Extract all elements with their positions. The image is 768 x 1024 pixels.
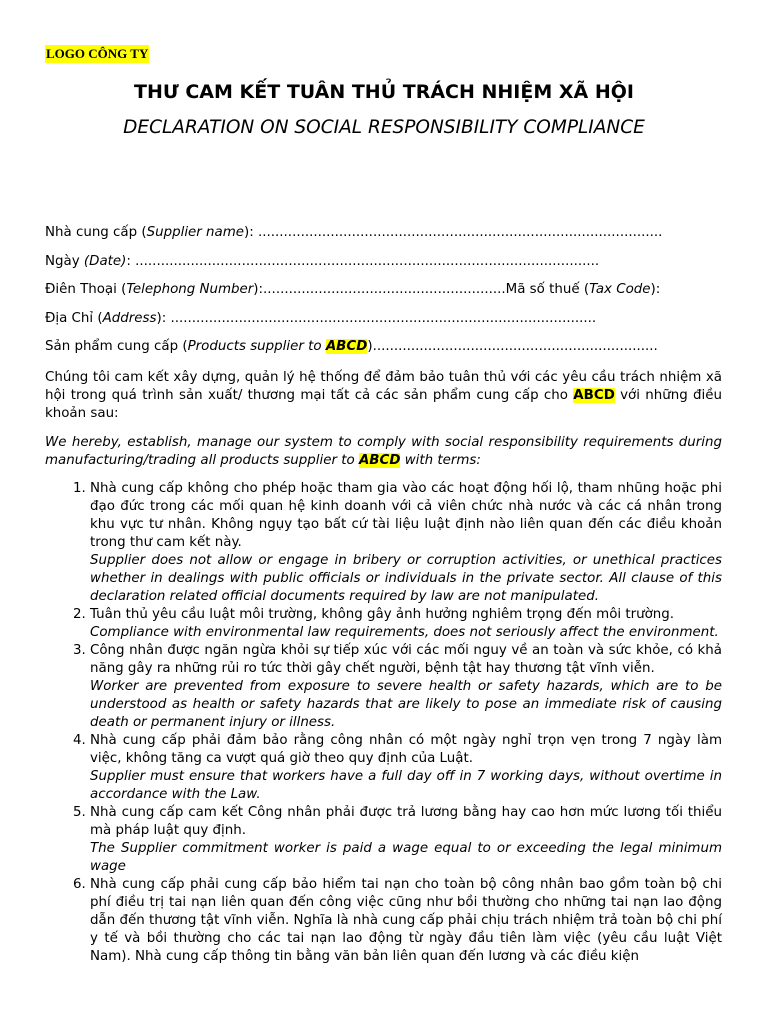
title-english: DECLARATION ON SOCIAL RESPONSIBILITY COMPLIANCE (123, 117, 645, 138)
term-item: 6. Nhà cung cấp phải cung cấp bảo hiểm tai nạn cho toàn bộ công nhân bao gồm toàn bộ chi phí điều trị tai nạn liên quan đến công việc cũng như bồi thường cho những tai nạn lao động dẫn đến thương tật vĩnh viễn. Nghĩa là nhà cung cấp phải chịu trách nhiệm trả toàn bộ chi phí y tế và bồi thường cho các tai nạn lao động từ ngày đầu tiên làm việc (yêu cầu luật Việt Nam). Nhà cung cấp thông tin bằng văn bản liên quan đến lương và các điều kiện (90, 876, 722, 966)
terms-list (45, 480, 722, 966)
brand-highlight: ABCD (573, 387, 615, 403)
tax-code-label: Mã số thuế ( (505, 282, 590, 297)
supplier-name-field[interactable]: Nhà cung cấp (Supplier name): ............................................................................................... (45, 225, 663, 240)
products-field[interactable]: Sản phẩm cung cấp (Products supplier to ABCD)................................................................... (45, 339, 658, 354)
phone-tax-field[interactable]: Điên Thoại (Telephong Number):.........................................................Mã số thuế (Tax Code): (45, 282, 661, 297)
intro-vietnamese: Chúng tôi cam kết xây dựng, quản lý hệ thống để đảm bảo tuân thủ với các yêu cầu trách nhiệm xã hội trong quá trình sản xuất/ thương mại tất cả các sản phẩm cung cấp cho ABCD với những điều khoản sau: (45, 369, 723, 421)
company-logo-placeholder: LOGO CÔNG TY (46, 46, 149, 61)
term-item: 4. Nhà cung cấp phải đảm bảo rằng công nhân có một ngày nghỉ trọn vẹn trong 7 ngày làm việc, không tăng ca vượt quá giờ theo quy định của Luật. Supplier must ensure that workers have a full day off in 7 working days, without overtime in accordance with the Law. (90, 732, 722, 804)
brand-highlight: ABCD (358, 452, 401, 468)
title-vietnamese: THƯ CAM KẾT TUÂN THỦ TRÁCH NHIỆM XÃ HỘI (134, 81, 634, 103)
term-item: 1. Nhà cung cấp không cho phép hoặc tham gia vào các hoạt động hối lộ, tham nhũng hoặc phi đạo đức trong các mối quan hệ kinh doanh với cả viên chức nhà nước và các cá nhân trong khu vực tư nhân. Không ngụy tạo bất cứ tài liệu luật định nào liên quan đến các điều khoản trong thư cam kết này. Supplier does not allow or engage in bribery or corruption activities, or unethical practices whether in dealings with public officials or individuals in the private sector. All clause of this declaration related official documents required by law are not manipulated. (90, 480, 722, 606)
term-item: 3. Công nhân được ngăn ngừa khỏi sự tiếp xúc với các mối nguy về an toàn và sức khỏe, có khả năng gây ra những rủi ro tức thời gây chết người, bệnh tật hay thương tật vĩnh viễn. Worker are prevented from exposure to severe health or safety hazards, which are to be understood as health or safety hazards that are likely to pose an immediate risk of causing death or permanent injury or illness. (90, 642, 722, 732)
document-body (45, 224, 722, 966)
address-field[interactable]: Địa Chỉ (Address): .................................................................................................... (45, 310, 597, 326)
term-item: 5. Nhà cung cấp cam kết Công nhân phải được trả lương bằng hay cao hơn mức lương tối thiểu mà pháp luật quy định. The Supplier commitment worker is paid a wage equal to or exceeding the legal minimum wage (90, 804, 722, 876)
date-field[interactable]: Ngày (Date): ............................................................................................................. (45, 253, 600, 269)
term-item: 2. Tuân thủ yêu cầu luật môi trường, không gây ảnh hưởng nghiêm trọng đến môi trường. Compliance with environmental law requirements, does not seriously affect the environment. (90, 606, 722, 642)
intro-english: We hereby, establish, manage our system to comply with social responsibility requirements during manufacturing/trading all products supplier to ABCD with terms: (45, 434, 722, 468)
brand-highlight: ABCD (325, 339, 368, 354)
